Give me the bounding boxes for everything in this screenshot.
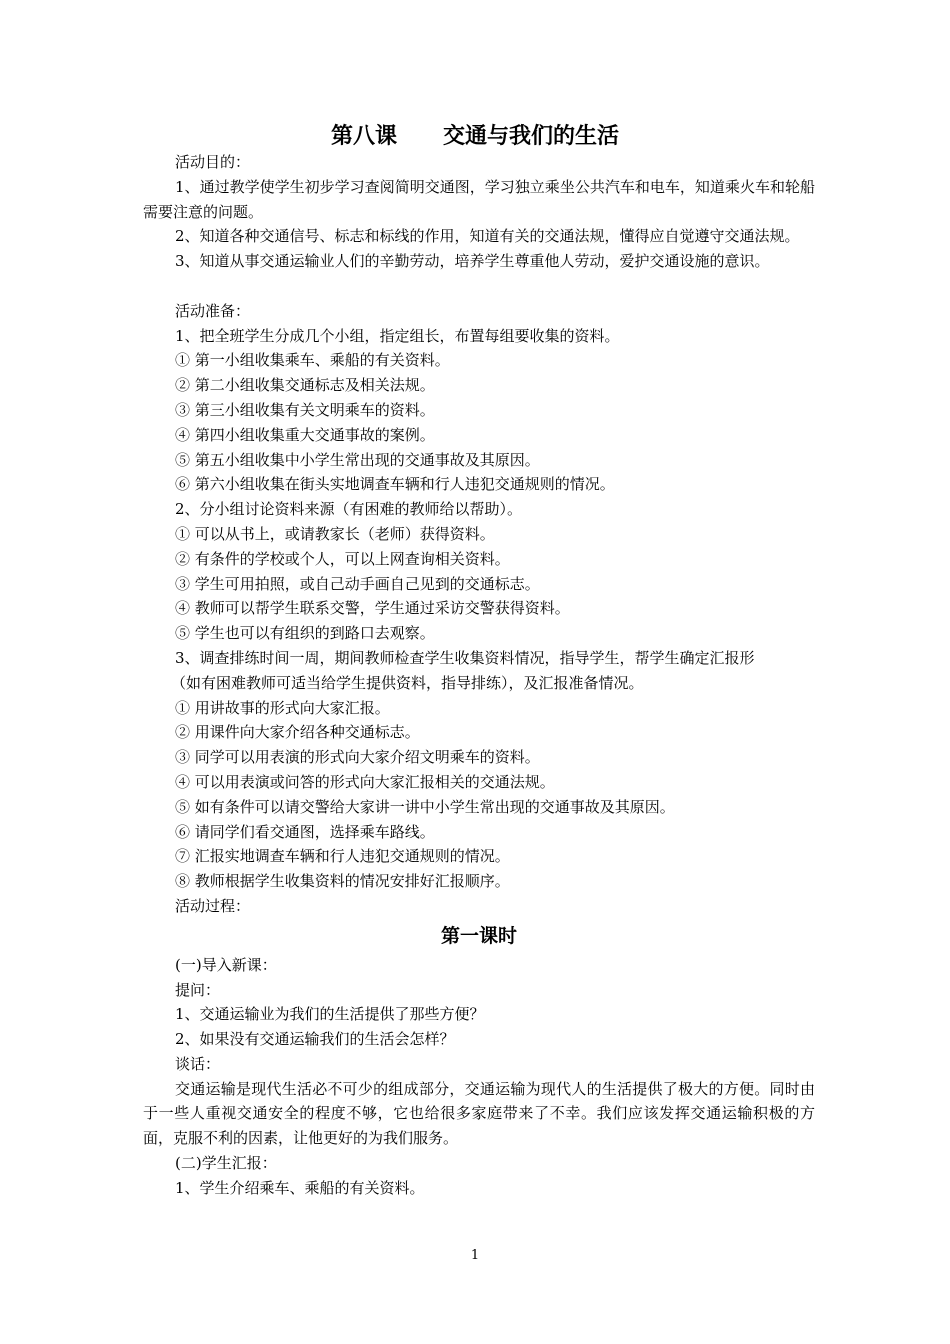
talk-paragraph: 交通运输是现代生活必不可少的组成部分，交通运输为现代人的生活提供了极大的方便。同时由于一些人重视交通安全的程度不够，它也给很多家庭带来了不幸。我们应该发挥交通运输积极的方面，克服不利的因素，让他更好的为我们服务。 xyxy=(143,1079,815,1148)
question-item: 2、如果没有交通运输我们的生活会怎样？ xyxy=(175,1030,455,1049)
list-item: ④ 可以用表演或问答的形式向大家汇报相关的交通法规。 xyxy=(175,772,555,791)
blank-line xyxy=(143,274,815,299)
question-label: 提问： xyxy=(175,980,221,999)
question-item: 1、交通运输业为我们的生活提供了那些方便？ xyxy=(175,1005,485,1024)
preparation-step: 1、把全班学生分成几个小组，指定组长，布置每组要收集的资料。 xyxy=(175,326,620,345)
talk-label: 谈话： xyxy=(175,1054,221,1073)
preparation-heading: 活动准备： xyxy=(175,301,251,320)
preparation-step: 3、调查排练时间一周，期间教师检查学生收集资料情况，指导学生，帮学生确定汇报形 xyxy=(175,648,755,667)
section-heading: (一)导入新课： xyxy=(175,955,277,974)
list-item: ③ 学生可用拍照，或自己动手画自己见到的交通标志。 xyxy=(175,574,540,593)
section-heading: (二)学生汇报： xyxy=(175,1154,277,1173)
preparation-step-continued: （如有困难教师可适当给学生提供资料，指导排练），及汇报准备情况。 xyxy=(171,673,644,692)
purpose-item: 1、通过教学使学生初步学习查阅简明交通图，学习独立乘坐公共汽车和电车，知道乘火车和轮船需要注意的问题。 xyxy=(143,177,815,221)
list-item: ② 有条件的学校或个人，可以上网查询相关资料。 xyxy=(175,549,510,568)
list-item: ⑤ 如有条件可以请交警给大家讲一讲中小学生常出现的交通事故及其原因。 xyxy=(175,797,675,816)
list-item: ① 可以从书上，或请教家长（老师）获得资料。 xyxy=(175,524,495,543)
list-item: ⑥ 第六小组收集在街头实地调查车辆和行人违犯交通规则的情况。 xyxy=(175,475,615,494)
list-item: ① 用讲故事的形式向大家汇报。 xyxy=(175,698,390,717)
list-item: ② 第二小组收集交通标志及相关法规。 xyxy=(175,376,435,395)
document-body xyxy=(143,150,815,1201)
purpose-item: 2、知道各种交通信号、标志和标线的作用，知道有关的交通法规，懂得应自觉遵守交通法规。 xyxy=(175,227,800,246)
page-number: 1 xyxy=(470,1248,480,1263)
list-item: ② 用课件向大家介绍各种交通标志。 xyxy=(175,723,420,742)
list-item: ⑧ 教师根据学生收集资料的情况安排好汇报顺序。 xyxy=(175,872,510,891)
list-item: ③ 第三小组收集有关文明乘车的资料。 xyxy=(175,400,435,419)
list-item: ④ 第四小组收集重大交通事故的案例。 xyxy=(175,425,435,444)
list-item: ⑥ 请同学们看交通图，选择乘车路线。 xyxy=(175,822,435,841)
list-item: ⑦ 汇报实地调查车辆和行人违犯交通规则的情况。 xyxy=(175,847,510,866)
purpose-item: 3、知道从事交通运输业人们的辛勤劳动，培养学生尊重他人劳动，爱护交通设施的意识。 xyxy=(175,252,770,271)
list-item: ③ 同学可以用表演的形式向大家介绍文明乘车的资料。 xyxy=(175,748,540,767)
lesson-title: 第一课时 xyxy=(440,924,517,947)
list-item: ⑤ 第五小组收集中小学生常出现的交通事故及其原因。 xyxy=(175,450,540,469)
list-item: ① 第一小组收集乘车、乘船的有关资料。 xyxy=(175,351,450,370)
list-item: ④ 教师可以帮学生联系交警，学生通过采访交警获得资料。 xyxy=(175,599,570,618)
list-item: ⑤ 学生也可以有组织的到路口去观察。 xyxy=(175,624,435,643)
preparation-step: 2、分小组讨论资料来源（有困难的教师给以帮助）。 xyxy=(175,500,523,519)
document-title: 第八课 交通与我们的生活 xyxy=(331,124,619,149)
process-heading: 活动过程： xyxy=(175,896,251,915)
report-item: 1、学生介绍乘车、乘船的有关资料。 xyxy=(175,1178,425,1197)
purpose-heading: 活动目的： xyxy=(175,153,251,171)
